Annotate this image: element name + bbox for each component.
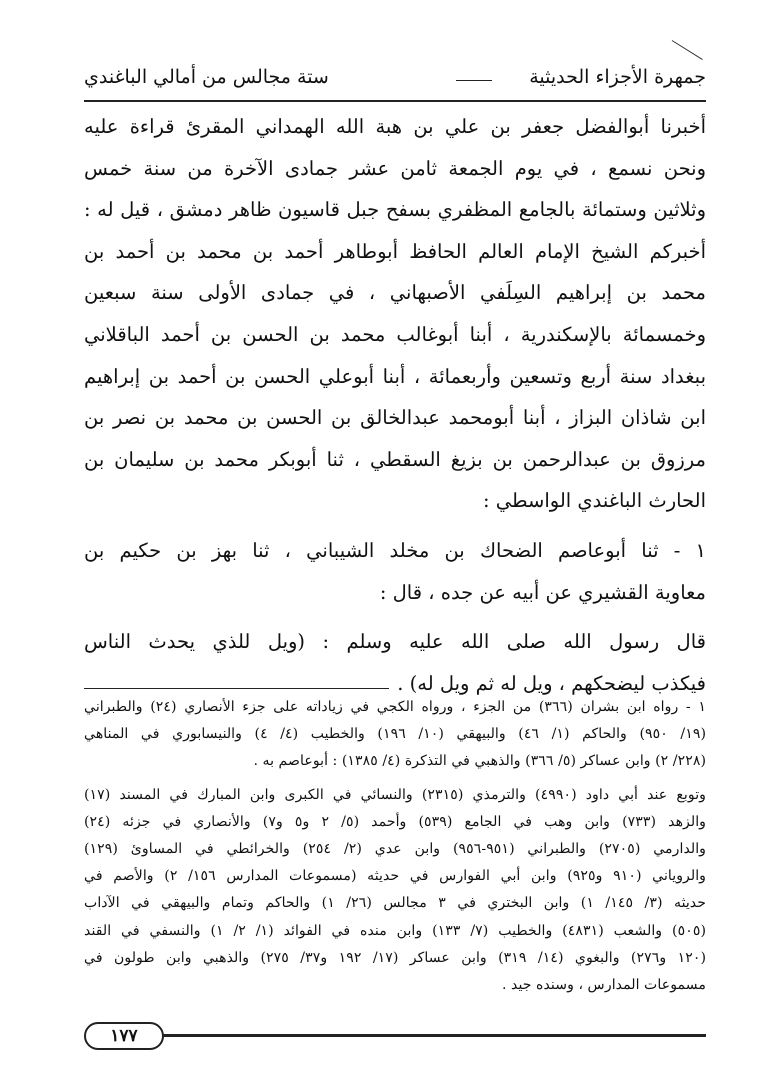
page-footer: [84, 1022, 706, 1048]
hadith-text-paragraph: [84, 621, 706, 704]
footnote-rule: [84, 688, 389, 689]
page-corner-mark: [672, 40, 703, 60]
text-line: فيكذب ليضحكهم ، ويل له ثم ويل له) .: [397, 671, 706, 695]
text-line: وخمسمائة بالإسكندرية ، أبنا أبوغالب محمد بن الحسن بن أحمد الباقلاني: [84, 322, 706, 346]
footnotes: [84, 694, 706, 999]
footnote-line: (١٢٠ و٢٧٦) والبغوي (١٤/ ٣١٩) وابن عساكر (١٧/ ١٩٢ و٣٧/ ٢٧٥) والذهبي وابن طولون في: [84, 949, 706, 966]
footnote-line: ١ - رواه ابن بشران (٣٦٦) من الجزء ، ورواه الكجي في زياداته على جزء الأنصاري (٢٤) والطبراني: [84, 699, 706, 715]
isnad-paragraph: [84, 106, 706, 522]
footnote-line: (١٩/ ٩٥٠) والحاكم (١/ ٤٦) والبيهقي (١٠/ ١٩٦) والخطيب (٤/ ٤) والنيسابوري في المناهي: [84, 726, 707, 743]
footnote-line: (٥٠٥) والشعب (٤٨٣١) والخطيب (٧/ ١٣٣) وابن منده في الفوائد (١/ ٢/ ١) والنسفي في القند: [84, 922, 706, 939]
text-line: محمد بن إبراهيم السِلَفي الأصبهاني ، في جمادى الأولى سنة سبعين: [84, 281, 706, 305]
header-rule: [84, 100, 706, 102]
text-line: أخبركم الشيخ الإمام العالم الحافظ أبوطاهر أحمد بن محمد بن أحمد بن: [84, 239, 706, 263]
footer-rule: [154, 1034, 706, 1037]
text-line: أخبرنا أبوالفضل جعفر بن علي بن هبة الله الهمداني المقرئ قراءة عليه: [84, 115, 706, 138]
footnote-paragraph: [84, 782, 706, 1000]
footnote-paragraph: [84, 694, 706, 776]
footnote-line: والزهد (٧٣٣) وابن وهب في الجامع (٥٣٩) وأحمد (٥/ ٢ و٥ و٧) والأنصاري في جزئه (٢٤): [84, 813, 706, 830]
text-line: ونحن نسمع ، في يوم الجمعة ثامن عشر جمادى الآخرة من سنة خمس: [84, 156, 706, 180]
text-line: وثلاثين وستمائة بالجامع المظفري بسفح جبل قاسيون ظاهر دمشق ، قيل له :: [84, 198, 706, 222]
text-line: مرزوق بن عبدالرحمن بن بزيغ السقطي ، ثنا أبوبكر محمد بن سليمان بن: [84, 447, 706, 471]
text-line: معاوية القشيري عن أبيه عن جده ، قال :: [379, 580, 706, 604]
running-header: [84, 58, 706, 98]
text-line: ١ - ثنا أبوعاصم الضحاك بن مخلد الشيباني ، ثنا بهز بن حكيم بن: [84, 538, 706, 562]
text-line: ابن شاذان البزاز ، أبنا أبومحمد عبدالخالق بن الحسن بن محمد بن نصر بن: [84, 406, 706, 430]
section-title: ستة مجالس من أمالي الباغندي: [84, 66, 329, 88]
footnote-line: (٢٢٨/ ٢) وابن عساكر (٥/ ٣٦٦) والذهبي في التذكرة (٤/ ١٣٨٥) : أبوعاصم به .: [253, 753, 706, 770]
header-separator: [456, 80, 492, 81]
text-line: الحارث الباغندي الواسطي :: [482, 489, 706, 513]
text-line: ببغداد سنة أربع وتسعين وأربعمائة ، أبنا أبوعلي الحسن بن أحمد بن إبراهيم: [84, 364, 706, 388]
text-line: قال رسول الله صلى الله عليه وسلم : (ويل للذي يحدث الناس: [84, 630, 706, 654]
hadith-chain-paragraph: [84, 530, 706, 613]
footnote-line: مسموعات المدارس ، وسنده جيد .: [502, 976, 706, 993]
main-text: [84, 106, 706, 704]
book-title: جمهرة الأجزاء الحديثية: [529, 66, 706, 88]
footnote-line: والروياني (٩١٠ و٩٢٥) وابن أبي الفوارس في حديثه (مسموعات المدارس ١٥٦/ ٢) والأصم في: [84, 868, 707, 885]
page-number: ١٧٧: [84, 1022, 164, 1050]
footnote-line: والدارمي (٢٧٠٥) والطبراني (٩٥١-٩٥٦) وابن عدي (٢/ ٢٥٤) والخرائطي في المساوئ (١٢٩): [84, 840, 707, 857]
footnote-line: وتوبع عند أبي داود (٤٩٩٠) والترمذي (٢٣١٥) والنسائي في الكبرى وابن المبارك في المسند (١٧): [84, 786, 706, 803]
footnote-line: حديثه (٣/ ١٤٥/ ١) وابن البختري في ٣ مجالس (٢٦/ ١) والحاكم وتمام والبيهقي في الآداب: [84, 895, 707, 912]
